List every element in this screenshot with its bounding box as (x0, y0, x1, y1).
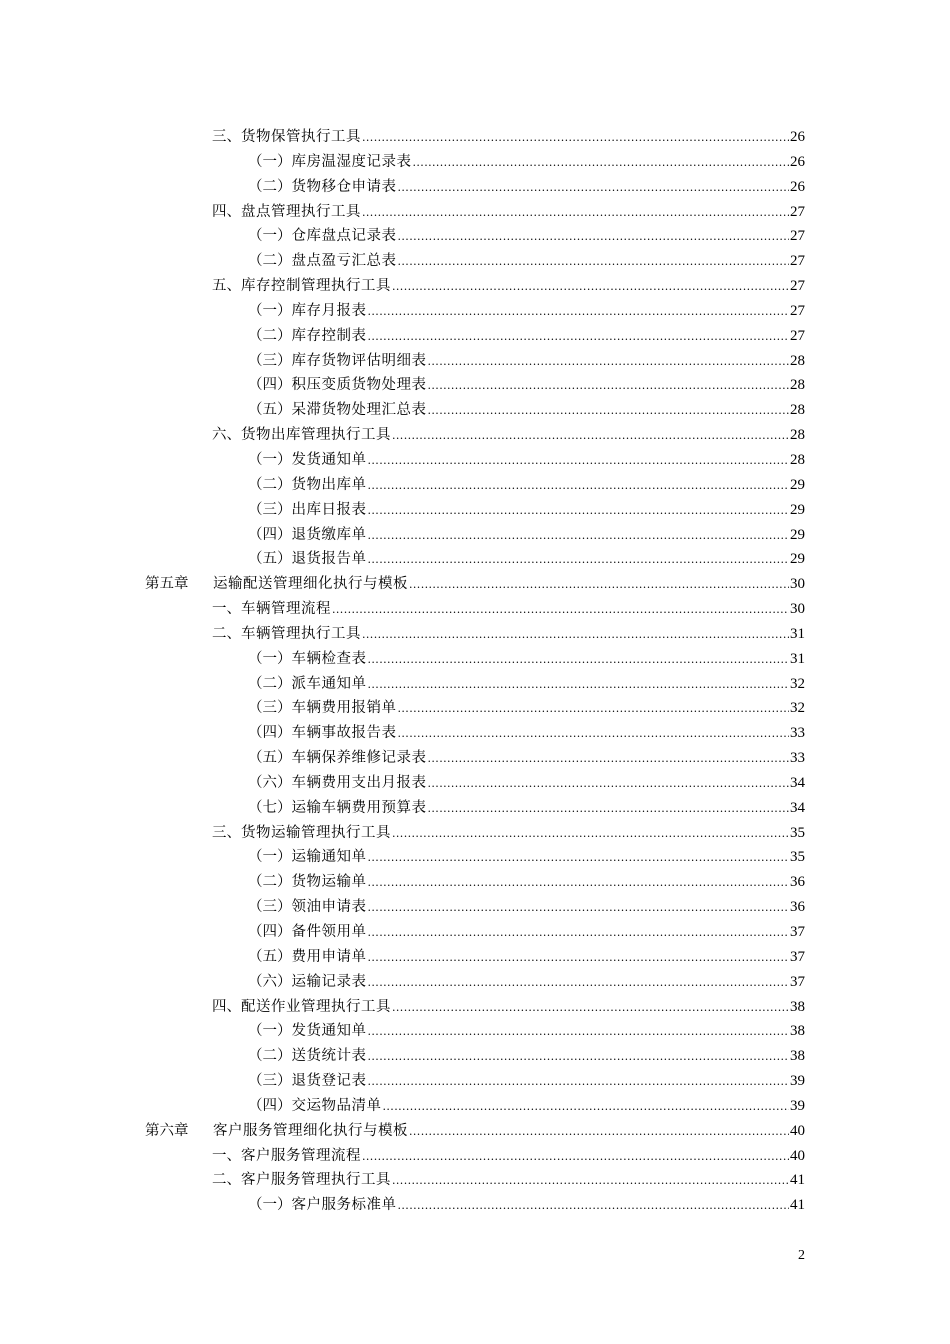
toc-entry-title: 费用申请单 (291, 948, 367, 965)
toc-entry-page: 27 (790, 228, 805, 245)
dot-leader (398, 1194, 790, 1219)
dot-leader (368, 1020, 790, 1045)
toc-entry-section[interactable] (0, 125, 950, 150)
toc-entry-number: 一、 (212, 601, 241, 618)
dot-leader (368, 921, 790, 946)
toc-entry-number: （三） (248, 700, 292, 717)
toc-entry-title: 退货缴库单 (291, 526, 367, 543)
toc-entry-page: 36 (790, 874, 805, 891)
toc-entry-page: 26 (790, 153, 805, 170)
toc-entry-title: 库存月报表 (291, 302, 367, 319)
toc-entry-number: 二、 (212, 625, 241, 642)
toc-entry-item[interactable] (0, 373, 950, 398)
toc-entry-section[interactable] (0, 1168, 950, 1193)
toc-entry-number: （一） (248, 650, 292, 667)
toc-entry-number: （二） (248, 874, 292, 891)
toc-entry-section[interactable] (0, 200, 950, 225)
toc-entry-page: 27 (790, 327, 805, 344)
dot-leader (428, 399, 790, 424)
toc-entry-line (248, 299, 805, 325)
toc-entry-line (248, 647, 805, 673)
toc-entry-title: 出库日报表 (291, 501, 367, 518)
toc-entry-chapter[interactable] (0, 1119, 950, 1144)
toc-entry-item[interactable] (0, 1069, 950, 1094)
toc-entry-item[interactable] (0, 771, 950, 796)
toc-entry-number: 第五章 (145, 576, 189, 593)
toc-entry-page: 26 (790, 129, 805, 145)
toc-entry-page: 28 (790, 402, 805, 419)
toc-entry-title: 退货报告单 (291, 551, 367, 568)
toc-entry-page: 37 (790, 973, 805, 990)
toc-entry-page: 27 (790, 278, 805, 295)
toc-entry-number: （四） (248, 526, 292, 543)
toc-entry-number: （一） (248, 1023, 292, 1040)
toc-entry-item[interactable] (0, 398, 950, 423)
dot-leader (428, 350, 790, 375)
toc-entry-title: 车辆管理执行工具 (241, 625, 361, 642)
toc-entry-number: （二） (248, 178, 292, 195)
toc-entry-number: 一、 (212, 1147, 241, 1164)
toc-entry-number: （五） (248, 402, 292, 419)
toc-entry-item[interactable] (0, 249, 950, 274)
toc-entry-line (248, 1193, 805, 1219)
dot-leader (368, 846, 790, 871)
toc-entry-page: 40 (790, 1122, 805, 1139)
toc-entry-page: 35 (790, 824, 805, 841)
toc-entry-number: （一） (248, 849, 292, 866)
toc-entry-line (248, 523, 805, 549)
toc-entry-item[interactable] (0, 448, 950, 473)
toc-entry-line (248, 398, 805, 424)
toc-entry-title: 积压变质货物处理表 (291, 377, 427, 394)
toc-entry-item[interactable] (0, 746, 950, 771)
toc-entry-item[interactable] (0, 845, 950, 870)
toc-entry-line (248, 249, 805, 275)
toc-entry-item[interactable] (0, 1193, 950, 1218)
dot-leader (409, 573, 789, 598)
toc-entry-title: 配送作业管理执行工具 (241, 998, 391, 1015)
toc-entry-number: 三、 (212, 824, 241, 841)
toc-entry-title: 车辆保养维修记录表 (291, 750, 427, 767)
toc-entry-item[interactable] (0, 672, 950, 697)
toc-entry-title: 备件领用单 (291, 924, 367, 940)
toc-entry-page: 39 (790, 1073, 805, 1090)
toc-entry-line (248, 895, 805, 921)
toc-entry-line (212, 597, 805, 623)
toc-entry-page: 27 (790, 302, 805, 319)
toc-entry-item[interactable] (0, 696, 950, 721)
toc-entry-title: 车辆费用支出月报表 (291, 774, 427, 791)
toc-entry-title: 车辆费用报销单 (291, 700, 397, 717)
toc-entry-page: 30 (790, 601, 805, 618)
toc-entry-number: （四） (248, 1097, 292, 1114)
toc-entry-title: 派车通知单 (291, 675, 367, 692)
dot-leader (383, 1095, 790, 1120)
toc-entry-page: 41 (790, 1197, 805, 1214)
dot-leader (392, 822, 789, 847)
toc-entry-title: 发货通知单 (291, 451, 367, 468)
toc-entry-line (212, 995, 805, 1021)
toc-entry-page: 38 (790, 1048, 805, 1065)
dot-leader (368, 896, 790, 921)
dot-leader (368, 1070, 790, 1095)
toc-entry-title: 货物移仓申请表 (291, 178, 397, 195)
toc-entry-number: （一） (248, 153, 292, 170)
toc-entry-number: （四） (248, 924, 292, 940)
dot-leader (362, 201, 789, 226)
toc-entry-page: 29 (790, 476, 805, 493)
toc-entry-title: 运输通知单 (291, 849, 367, 866)
toc-entry-line (145, 572, 805, 598)
toc-entry-line (212, 423, 805, 449)
toc-entry-page: 33 (790, 725, 805, 742)
toc-entry-title: 库房温湿度记录表 (291, 153, 412, 170)
toc-entry-section[interactable] (0, 597, 950, 622)
toc-entry-page: 35 (790, 849, 805, 866)
toc-entry-title: 交运物品清单 (291, 1097, 382, 1114)
toc-entry-number: 二、 (212, 1172, 241, 1189)
toc-entry-page: 31 (790, 650, 805, 667)
dot-leader (368, 971, 790, 996)
toc-entry-line (248, 696, 805, 722)
toc-entry-line (248, 920, 805, 946)
toc-entry-page: 28 (790, 352, 805, 369)
toc-entry-title: 库存控制表 (291, 327, 367, 344)
toc-entry-title: 货物出库管理执行工具 (241, 427, 391, 444)
toc-entry-title: 客户服务管理执行工具 (241, 1172, 391, 1189)
toc-entry-page: 29 (790, 551, 805, 568)
toc-entry-item[interactable] (0, 498, 950, 523)
toc-entry-number: （二） (248, 675, 292, 692)
toc-entry-title: 客户服务管理细化执行与模板 (213, 1122, 408, 1139)
toc-entry-number: （一） (248, 1197, 292, 1214)
toc-entry-line (212, 125, 805, 151)
toc-entry-number: （七） (248, 799, 292, 816)
toc-entry-page: 37 (790, 924, 805, 940)
toc-entry-line (248, 498, 805, 524)
toc-entry-number: （五） (248, 551, 292, 568)
dot-leader (392, 996, 789, 1021)
toc-entry-number: 六、 (212, 427, 241, 444)
toc-entry-line (248, 1019, 805, 1045)
toc-entry-section[interactable] (0, 423, 950, 448)
dot-leader (368, 648, 790, 673)
toc-entry-line (212, 200, 805, 226)
toc-entry-item[interactable] (0, 473, 950, 498)
dot-leader (368, 548, 790, 573)
toc-entry-page: 39 (790, 1097, 805, 1114)
dot-leader (398, 176, 790, 201)
dot-leader (392, 275, 789, 300)
toc-entry-line (212, 1144, 805, 1170)
toc-entry-line (248, 721, 805, 747)
toc-entry-number: （四） (248, 725, 292, 742)
toc-entry-page: 33 (790, 750, 805, 767)
toc-entry-page: 26 (790, 178, 805, 195)
toc-entry-line (248, 373, 805, 399)
toc-entry-section[interactable] (0, 622, 950, 647)
dot-leader (368, 524, 790, 549)
table-of-contents (0, 125, 950, 1218)
dot-leader (398, 722, 790, 747)
toc-entry-page: 32 (790, 700, 805, 717)
dot-leader (392, 1169, 789, 1194)
toc-entry-line (248, 547, 805, 573)
dot-leader (398, 697, 790, 722)
toc-entry-line (248, 945, 805, 971)
toc-entry-number: 四、 (212, 998, 241, 1015)
toc-entry-title: 盘点盈亏汇总表 (291, 253, 397, 270)
toc-entry-title: 呆滞货物处理汇总表 (291, 402, 427, 419)
dot-leader (362, 1145, 789, 1170)
dot-leader (368, 449, 790, 474)
toc-entry-title: 退货登记表 (291, 1073, 367, 1090)
toc-entry-title: 客户服务标准单 (291, 1197, 397, 1214)
toc-entry-line (248, 796, 805, 822)
toc-entry-number: 三、 (212, 129, 241, 145)
toc-entry-title: 库存控制管理执行工具 (241, 278, 391, 295)
toc-entry-item[interactable] (0, 970, 950, 995)
toc-entry-number: （六） (248, 973, 292, 990)
toc-entry-chapter[interactable] (0, 572, 950, 597)
toc-entry-line (145, 1119, 805, 1145)
toc-entry-line (248, 672, 805, 698)
toc-entry-page: 29 (790, 526, 805, 543)
toc-entry-item[interactable] (0, 150, 950, 175)
toc-entry-number: （二） (248, 253, 292, 270)
dot-leader (368, 499, 790, 524)
toc-entry-section[interactable] (0, 1144, 950, 1169)
toc-entry-title: 领油申请表 (291, 899, 367, 916)
dot-leader (368, 673, 790, 698)
toc-entry-item[interactable] (0, 547, 950, 572)
toc-entry-number: （五） (248, 750, 292, 767)
toc-entry-line (212, 622, 805, 648)
toc-entry-line (248, 746, 805, 772)
toc-entry-item[interactable] (0, 920, 950, 945)
toc-entry-item[interactable] (0, 175, 950, 200)
toc-entry-line (248, 870, 805, 896)
toc-entry-line (212, 274, 805, 300)
toc-entry-item[interactable] (0, 349, 950, 374)
toc-entry-page: 31 (790, 625, 805, 642)
toc-entry-number: （二） (248, 1048, 292, 1065)
toc-entry-page: 34 (790, 799, 805, 816)
toc-entry-page: 34 (790, 774, 805, 791)
toc-entry-page: 27 (790, 203, 805, 220)
toc-entry-number: （二） (248, 476, 292, 493)
toc-entry-number: 第六章 (145, 1122, 189, 1139)
dot-leader (398, 250, 790, 275)
toc-entry-title: 客户服务管理流程 (241, 1147, 361, 1164)
toc-entry-title: 车辆管理流程 (241, 601, 331, 618)
toc-entry-item[interactable] (0, 224, 950, 249)
toc-entry-line (212, 1168, 805, 1194)
toc-entry-line (248, 349, 805, 375)
toc-entry-number: （一） (248, 302, 292, 319)
dot-leader (368, 474, 790, 499)
toc-entry-number: （五） (248, 948, 292, 965)
toc-entry-line (248, 845, 805, 871)
toc-entry-page: 41 (790, 1172, 805, 1189)
toc-entry-page: 28 (790, 377, 805, 394)
toc-entry-title: 送货统计表 (291, 1048, 367, 1065)
dot-leader (392, 424, 789, 449)
toc-entry-title: 运输记录表 (291, 973, 367, 990)
toc-entry-title: 发货通知单 (291, 1023, 367, 1040)
dot-leader (413, 151, 790, 176)
toc-entry-title: 货物运输单 (291, 874, 367, 891)
toc-entry-number: （一） (248, 451, 292, 468)
dot-leader (368, 300, 790, 325)
toc-entry-item[interactable] (0, 895, 950, 920)
toc-entry-title: 运输配送管理细化执行与模板 (213, 576, 408, 593)
toc-entry-item[interactable] (0, 324, 950, 349)
toc-entry-item[interactable] (0, 721, 950, 746)
dot-leader (368, 871, 790, 896)
dot-leader (409, 1120, 789, 1145)
toc-entry-page: 32 (790, 675, 805, 692)
toc-entry-line (248, 448, 805, 474)
toc-entry-page: 28 (790, 451, 805, 468)
toc-entry-page: 38 (790, 1023, 805, 1040)
toc-entry-item[interactable] (0, 523, 950, 548)
toc-entry-item[interactable] (0, 945, 950, 970)
toc-entry-line (248, 473, 805, 499)
toc-entry-page: 30 (790, 576, 805, 593)
toc-entry-page: 27 (790, 253, 805, 270)
toc-entry-line (248, 150, 805, 176)
toc-entry-title: 运输车辆费用预算表 (291, 799, 427, 816)
toc-entry-title: 盘点管理执行工具 (241, 203, 361, 220)
toc-entry-number: （四） (248, 377, 292, 394)
dot-leader (332, 598, 789, 623)
toc-entry-line (248, 970, 805, 996)
toc-entry-line (248, 1069, 805, 1095)
toc-entry-number: （六） (248, 774, 292, 791)
toc-entry-line (248, 324, 805, 350)
toc-entry-number: （三） (248, 501, 292, 518)
toc-entry-title: 货物运输管理执行工具 (241, 824, 391, 841)
page-number: 2 (798, 1248, 805, 1263)
toc-entry-item[interactable] (0, 796, 950, 821)
toc-entry-line (248, 1044, 805, 1070)
toc-entry-number: 五、 (212, 278, 241, 295)
toc-entry-page: 36 (790, 899, 805, 916)
toc-entry-title: 货物保管执行工具 (241, 129, 361, 145)
toc-entry-line (248, 1094, 805, 1120)
toc-entry-title: 库存货物评估明细表 (291, 352, 427, 369)
dot-leader (362, 126, 789, 151)
dot-leader (368, 1045, 790, 1070)
toc-entry-item[interactable] (0, 299, 950, 324)
toc-entry-title: 货物出库单 (291, 476, 367, 493)
toc-entry-page: 40 (790, 1147, 805, 1164)
toc-entry-line (248, 224, 805, 250)
toc-entry-line (212, 821, 805, 847)
toc-entry-number: （三） (248, 1073, 292, 1090)
toc-entry-item[interactable] (0, 1094, 950, 1119)
dot-leader (428, 747, 790, 772)
dot-leader (368, 325, 790, 350)
toc-entry-title: 车辆检查表 (291, 650, 367, 667)
toc-entry-section[interactable] (0, 995, 950, 1020)
toc-entry-page: 28 (790, 427, 805, 444)
dot-leader (368, 946, 790, 971)
toc-entry-number: （三） (248, 899, 292, 916)
dot-leader (398, 225, 790, 250)
toc-entry-line (248, 175, 805, 201)
dot-leader (428, 772, 790, 797)
toc-entry-item[interactable] (0, 870, 950, 895)
toc-entry-item[interactable] (0, 1044, 950, 1069)
dot-leader (428, 797, 790, 822)
toc-entry-number: （一） (248, 228, 292, 245)
dot-leader (362, 623, 789, 648)
toc-entry-section[interactable] (0, 821, 950, 846)
toc-entry-item[interactable] (0, 1019, 950, 1044)
toc-entry-title: 车辆事故报告表 (291, 725, 397, 742)
toc-entry-number: 四、 (212, 203, 241, 220)
toc-entry-number: （三） (248, 352, 292, 369)
dot-leader (428, 374, 790, 399)
toc-entry-item[interactable] (0, 647, 950, 672)
toc-entry-section[interactable] (0, 274, 950, 299)
toc-entry-title: 仓库盘点记录表 (291, 228, 397, 245)
toc-entry-page: 38 (790, 998, 805, 1015)
toc-entry-page: 29 (790, 501, 805, 518)
toc-entry-number: （二） (248, 327, 292, 344)
toc-entry-line (248, 771, 805, 797)
toc-entry-page: 37 (790, 948, 805, 965)
